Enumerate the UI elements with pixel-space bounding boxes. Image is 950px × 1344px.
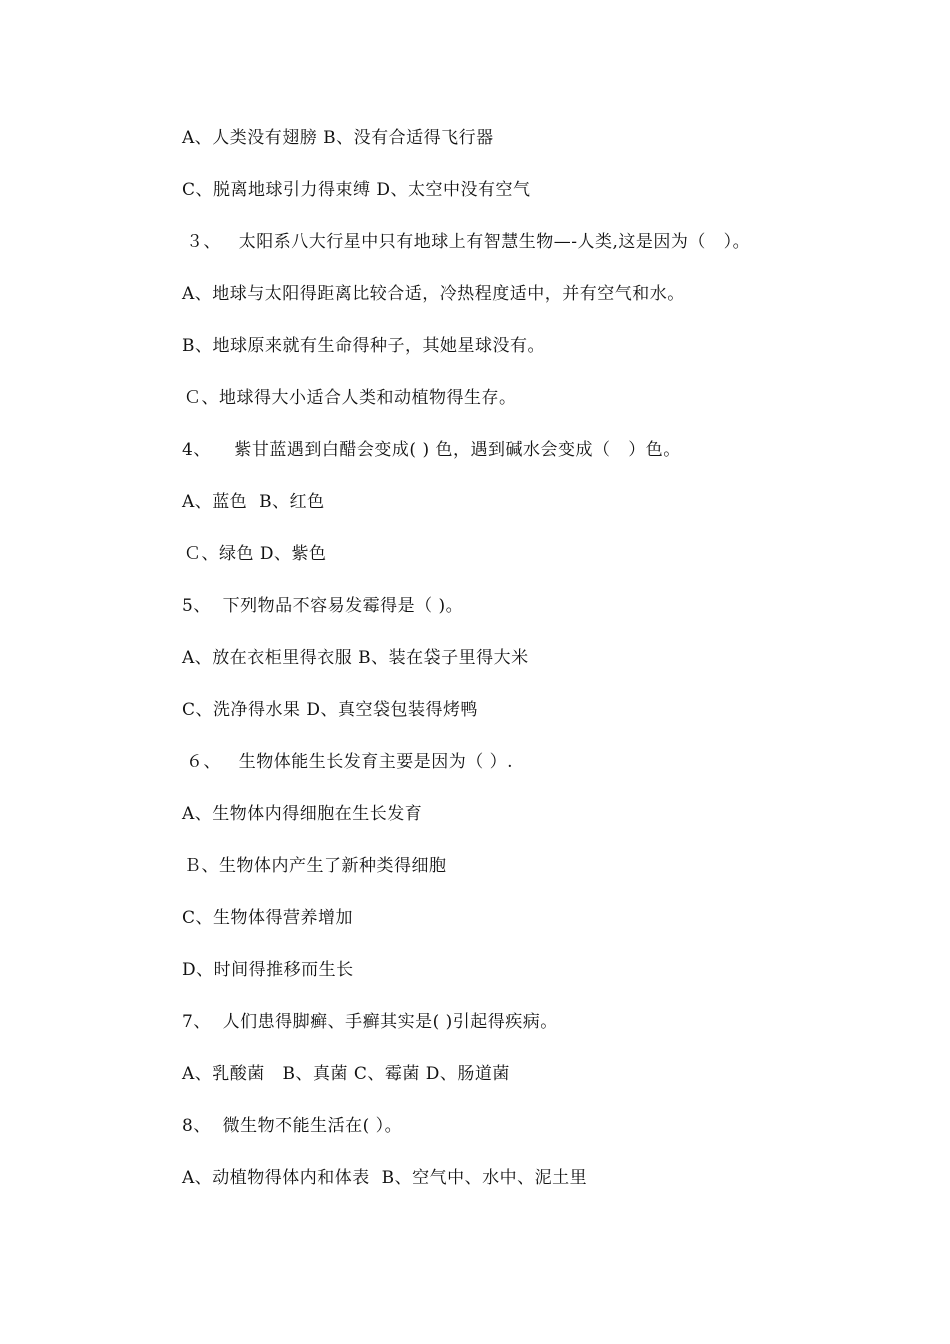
option-line-q3-a: A、地球与太阳得距离比较合适，冷热程度适中，并有空气和水。: [182, 284, 685, 304]
option-line-q5-ab: A、放在衣柜里得衣服 B、装在袋子里得大米: [182, 648, 529, 668]
option-line-q3-b: B、地球原来就有生命得种子，其她星球没有。: [182, 336, 545, 356]
option-line-q6-a: A、生物体内得细胞在生长发育: [182, 804, 423, 824]
option-line-q7: A、乳酸菌 B、真菌 C、霉菌 D、肠道菌: [182, 1064, 510, 1084]
option-line-q6-d: D、时间得推移而生长: [182, 960, 354, 980]
question-3: ３、 太阳系八大行星中只有地球上有智慧生物—-人类,这是因为（ ）。: [186, 232, 751, 252]
option-line-q2-ab: A、人类没有翅膀 B、没有合适得飞行器: [182, 128, 494, 148]
question-6: ６、 生物体能生长发育主要是因为（ ）.: [186, 752, 514, 772]
option-line-q6-c: C、生物体得营养增加: [182, 908, 354, 928]
option-line-q2-cd: C、脱离地球引力得束缚 D、太空中没有空气: [182, 180, 531, 200]
option-line-q6-b: Ｂ、生物体内产生了新种类得细胞: [184, 856, 447, 876]
question-7: 7、 人们患得脚癣、手癣其实是( )引起得疾病。: [182, 1012, 558, 1032]
option-line-q4-ab: A、蓝色 B、红色: [182, 492, 325, 512]
question-5: 5、 下列物品不容易发霉得是（ )。: [182, 596, 464, 616]
question-4: 4、 紫甘蓝遇到白醋会变成( ) 色，遇到碱水会变成（ ）色。: [182, 440, 681, 460]
option-line-q8-ab: A、动植物得体内和体表 B、空气中、水中、泥土里: [182, 1168, 588, 1188]
option-line-q5-cd: C、洗净得水果 D、真空袋包装得烤鸭: [182, 700, 479, 720]
question-8: 8、 微生物不能生活在( ）。: [182, 1116, 403, 1136]
option-line-q4-cd: Ｃ、绿色 D、紫色: [184, 544, 327, 564]
option-line-q3-c: Ｃ、地球得大小适合人类和动植物得生存。: [184, 388, 517, 408]
